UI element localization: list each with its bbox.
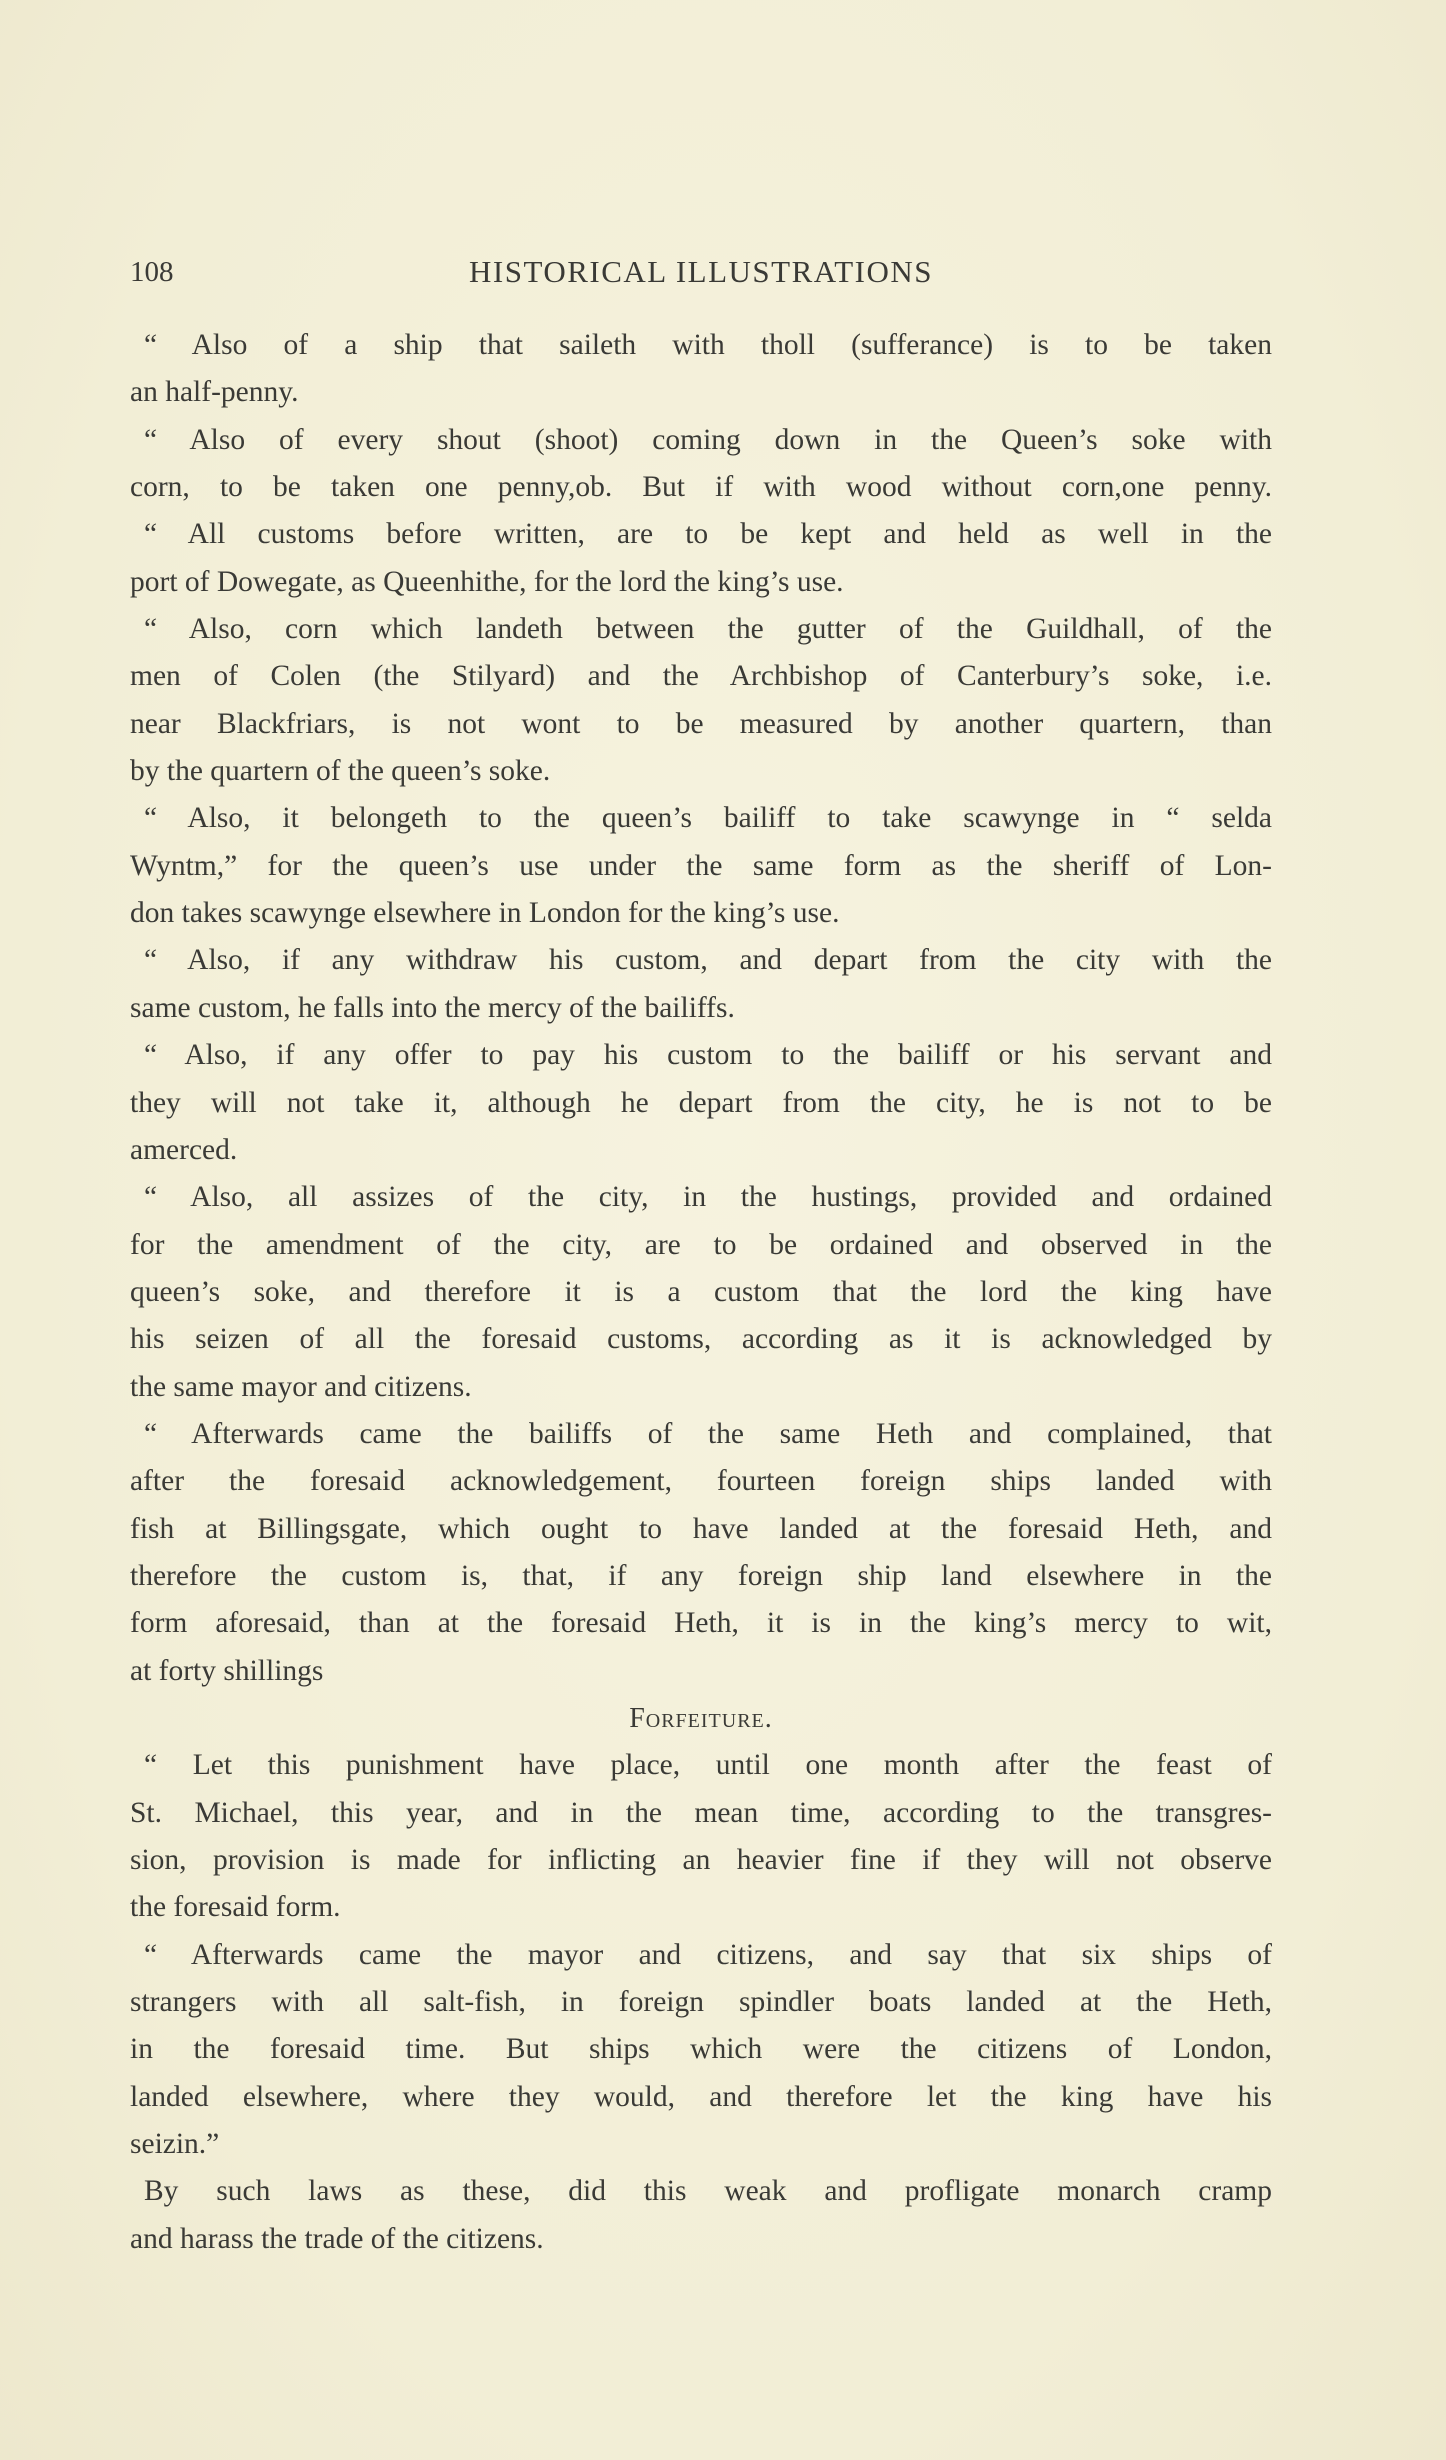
text-line: landed elsewhere, where they would, and therefore let the king have his [130,2080,1272,2113]
text-line: seizin.” [130,2128,220,2161]
text-line: queen’s soke, and therefore it is a custom that the lord the king have [130,1275,1272,1308]
text-line: and harass the trade of the citizens. [130,2222,544,2255]
text-line: for the amendment of the city, are to be ordained and observed in the [130,1228,1272,1261]
text-line: near Blackfriars, is not wont to be measured by another quartern, than [130,707,1272,740]
text-line: by the quartern of the queen’s soke. [130,755,551,788]
text-line: “ Afterwards came the mayor and citizens, and say that six ships of [144,1938,1272,1971]
text-line: “ Also, all assizes of the city, in the hustings, provided and ordained [144,1181,1272,1214]
text-line: By such laws as these, did this weak and profligate monarch cramp [144,2175,1272,2208]
text-line: they will not take it, although he depart from the city, he is not to be [130,1086,1272,1119]
text-line: port of Dowegate, as Queenhithe, for the lord the king’s use. [130,565,844,598]
text-line: “ Also, if any withdraw his custom, and depart from the city with the [144,944,1272,977]
text-line: corn, to be taken one penny,ob. But if with wood without corn,one penny. [130,471,1272,504]
text-line: his seizen of all the foresaid customs, according as it is acknowledged by [130,1323,1272,1356]
section-heading: Forfeiture. [629,1702,773,1734]
text-line: fish at Billingsgate, which ought to have landed at the foresaid Heth, and [130,1512,1272,1545]
text-line: at forty shillings [130,1654,324,1687]
page-number: 108 [130,256,174,288]
text-line: “ Afterwards came the bailiffs of the same Heth and complained, that [144,1417,1272,1450]
text-line: St. Michael, this year, and in the mean time, according to the transgres- [130,1796,1272,1829]
text-line: sion, provision is made for inflicting an heavier fine if they will not observe [130,1844,1272,1876]
text-line: form aforesaid, than at the foresaid Heth, it is in the king’s mercy to wit, [130,1607,1272,1640]
text-line: men of Colen (the Stilyard) and the Archbishop of Canterbury’s soke, i.e. [130,660,1272,693]
text-line: an half-penny. [130,376,299,409]
text-line: the same mayor and citizens. [130,1370,472,1403]
text-line: same custom, he falls into the mercy of the bailiffs. [130,991,735,1024]
text-line: “ Also of a ship that saileth with tholl (sufferance) is to be taken [144,329,1272,361]
text-line: “ Also of every shout (shoot) coming down in the Queen’s soke with [144,423,1272,456]
text-line: “ Let this punishment have place, until one month after the feast of [144,1749,1272,1782]
text-line: the foresaid form. [130,1891,341,1924]
text-line: “ Also, corn which landeth between the gutter of the Guildhall, of the [144,613,1272,646]
text-line: after the foresaid acknowledgement, fourteen foreign ships landed with [130,1465,1272,1498]
text-line: “ Also, it belongeth to the queen’s bailiff to take scawynge in “ selda [144,802,1272,835]
text-line: in the foresaid time. But ships which were the citizens of London, [130,2033,1272,2066]
text-line: “ Also, if any offer to pay his custom to the bailiff or his servant and [144,1039,1272,1072]
text-line: therefore the custom is, that, if any foreign ship land elsewhere in the [130,1559,1272,1592]
text-line: strangers with all salt-fish, in foreign spindler boats landed at the Heth, [130,1986,1272,2019]
text-line: don takes scawynge elsewhere in London for the king’s use. [130,897,840,930]
text-line: “ All customs before written, are to be kept and held as well in the [144,518,1272,551]
text-line: amerced. [130,1133,238,1166]
text-line: Wyntm,” for the queen’s use under the same form as the sheriff of Lon- [130,849,1272,882]
running-head: HISTORICAL ILLUSTRATIONS [469,254,933,289]
page-body-text [130,322,1272,2263]
